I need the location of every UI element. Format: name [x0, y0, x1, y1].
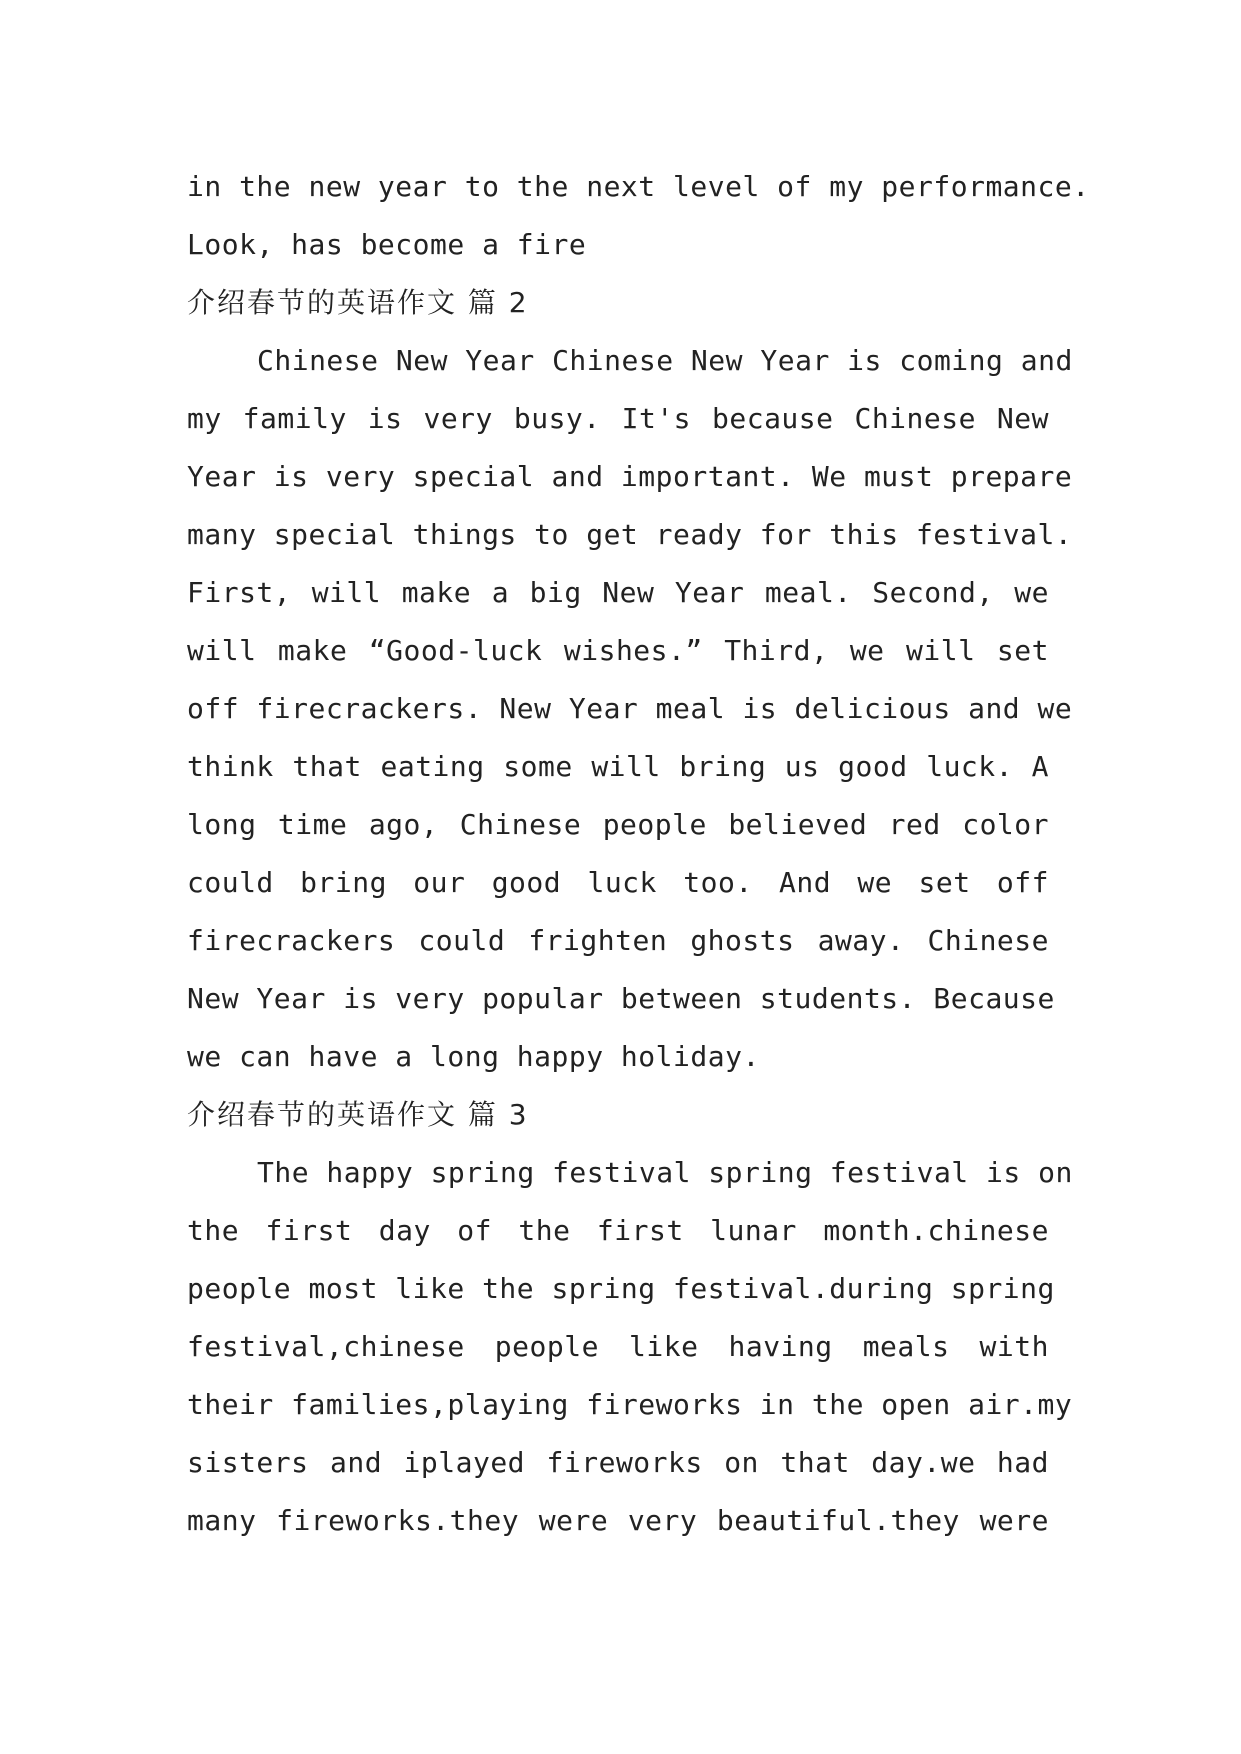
section-heading: 介绍春节的英语作文 篇 2	[187, 286, 529, 319]
paragraph-line: will make “Good-luck wishes.” Third, we will set	[187, 634, 1049, 667]
intro-paragraph	[187, 158, 1090, 274]
paragraph-line: could bring our good luck too. And we set off	[187, 866, 1049, 899]
paragraph-line: Chinese New Year Chinese New Year is coming and	[257, 344, 1073, 377]
paragraph-line: their families,playing fireworks in the open air.my	[187, 1388, 1073, 1421]
paragraph-line: many special things to get ready for this festival.	[187, 518, 1073, 551]
section-heading: 介绍春节的英语作文 篇 3	[187, 1098, 529, 1131]
paragraph-line: off firecrackers. New Year meal is delicious and we	[187, 692, 1073, 725]
paragraph-line: think that eating some will bring us good luck. A	[187, 750, 1049, 783]
intro-line: in the new year to the next level of my performance.	[187, 170, 1090, 203]
paragraph-line: long time ago, Chinese people believed red color	[187, 808, 1049, 841]
paragraph-line: my family is very busy. It's because Chinese New	[187, 402, 1049, 435]
paragraph-line: people most like the spring festival.during spring	[187, 1272, 1055, 1305]
paragraph-line: we can have a long happy holiday.	[187, 1040, 760, 1073]
paragraph-line: festival,chinese people like having meals with	[187, 1330, 1049, 1363]
paragraph-line: New Year is very popular between students. Because	[187, 982, 1055, 1015]
section3-paragraph	[187, 1144, 1073, 1550]
paragraph-line: sisters and iplayed fireworks on that day.we had	[187, 1446, 1049, 1479]
paragraph-line: The happy spring festival spring festival is on	[257, 1156, 1073, 1189]
paragraph-line: Year is very special and important. We must prepare	[187, 460, 1073, 493]
paragraph-line: firecrackers could frighten ghosts away. Chinese	[187, 924, 1049, 957]
section2-paragraph	[187, 332, 1073, 1086]
paragraph-line: First, will make a big New Year meal. Second, we	[187, 576, 1049, 609]
paragraph-line: many fireworks.they were very beautiful.they were	[187, 1504, 1049, 1537]
intro-line: Look, has become a fire	[187, 228, 587, 261]
document-content	[187, 158, 1090, 1550]
paragraph-line: the first day of the first lunar month.chinese	[187, 1214, 1049, 1247]
